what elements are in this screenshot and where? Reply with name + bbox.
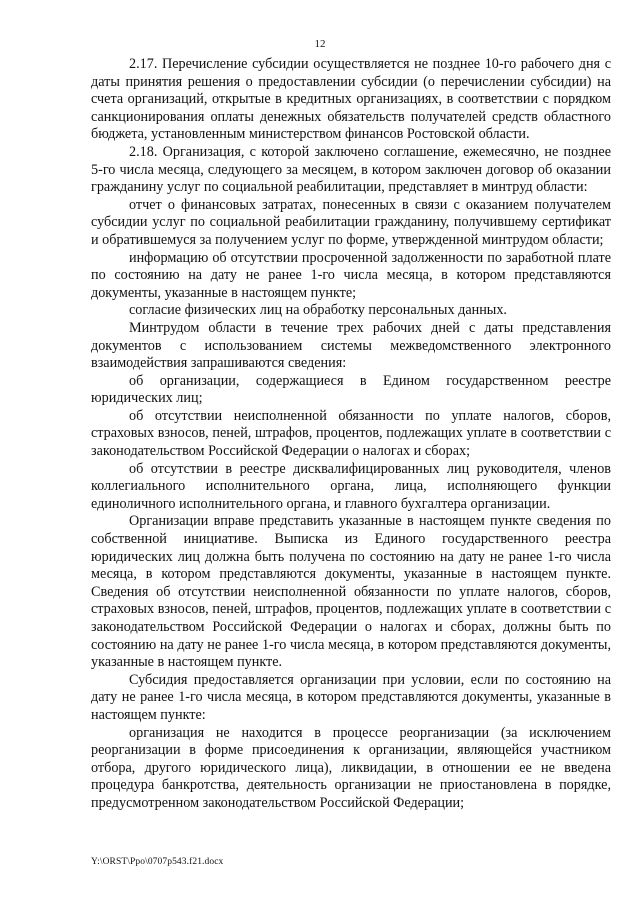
paragraph-interagency-request: Минтрудом области в течение трех рабочих дней с даты представления документов с использованием системы межведомственного электронного взаимодействия запрашиваются сведения: (91, 319, 611, 372)
paragraph-report: отчет о финансовых затратах, понесенных в связи с оказанием получателем субсидии услуг по социальной реабилитации гражданину, получившему сертификат и обратившемуся за получением услуг по форме, утвержденной минтрудом области; (91, 196, 611, 248)
page-number: 12 (314, 38, 326, 50)
paragraph-own-initiative: Организации вправе представить указанные в настоящем пункте сведения по собственной инициативе. Выписка из Единого государственного реестра юридических лиц должна быть получена по состоянию на дату не ранее 1-го числа месяца, в котором представляются документы, указанные в настоящем пункте. Сведения об отсутствии неисполненной обязанности по уплате налогов, сборов, страховых взносов, пеней, штрафов, процентов, подлежащих уплате в соответствии с законодательством Российской Федерации о налогах и сборах, должны быть по состоянию на дату не ранее 1-го числа месяца, в котором представляются документы, указанные в настоящем пункте. (91, 513, 611, 671)
paragraph-2-18: 2.18. Организация, с которой заключено соглашение, ежемесячно, не позднее 5-го числа месяца, следующего за месяцем, в котором заключен договор об оказании гражданину услуг по социальной реабилитации, представляет в минтруд области: (91, 143, 611, 196)
paragraph-tax-obligations: об отсутствии неисполненной обязанности по уплате налогов, сборов, страховых взносов, пеней, штрафов, процентов, подлежащих уплате в соответствии с законодательством Российской Федерации о налогах и сборах; (91, 407, 611, 460)
paragraph-consent: согласие физических лиц на обработку персональных данных. (129, 302, 507, 319)
document-body (91, 56, 611, 813)
footer-file-path: Y:\ORST\Ppo\0707p543.f21.docx (91, 857, 224, 867)
paragraph-salary-debt: информацию об отсутствии просроченной задолженности по заработной плате по состоянию на дату не ранее 1-го числа месяца, в котором представляются документы, указанные в настоящем пункте; (91, 249, 611, 301)
paragraph-subsidy-condition: Субсидия предоставляется организации при условии, если по состоянию на дату не ранее 1-го числа месяца, в котором представляются документы, указанные в настоящем пункте: (91, 671, 611, 723)
paragraph-reorganization: организация не находится в процессе реорганизации (за исключением реорганизации в форме присоединения к организации, являющейся участником отбора, другого юридического лица), ликвидации, в отношении ее не введена процедура банкротства, деятельность организации не приостановлена в порядке, предусмотренном законодательством Российской Федерации; (91, 724, 611, 811)
paragraph-2-17: 2.17. Перечисление субсидии осуществляется не позднее 10-го рабочего дня с даты принятия решения о предоставлении субсидии (о перечислении субсидии) на счета организаций, открытые в кредитных организациях, в соответствии с порядком санкционирования оплаты денежных обязательств получателей средств областного бюджета, установленным министерством финансов Ростовской области. (91, 56, 611, 143)
paragraph-disqualified-persons: об отсутствии в реестре дисквалифицированных лиц руководителя, членов коллегиального исполнительного органа, лица, исполняющего функции единоличного исполнительного органа, и главного бухгалтера организации. (91, 460, 611, 512)
paragraph-egrul: об организации, содержащиеся в Едином государственном реестре юридических лиц; (91, 372, 611, 407)
